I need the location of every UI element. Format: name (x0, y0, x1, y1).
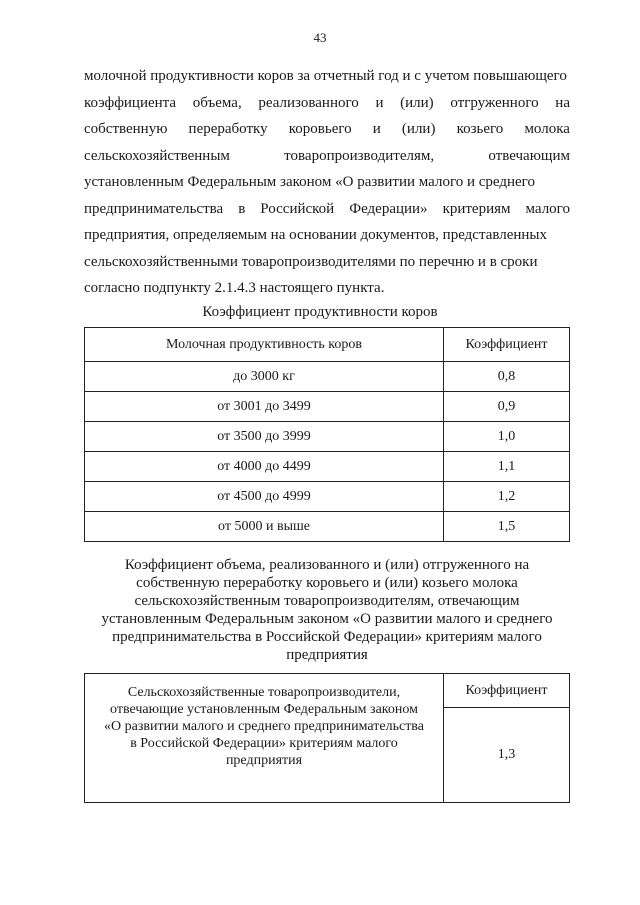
productivity-coefficient-table (84, 327, 570, 542)
paragraph-word: малого (525, 200, 570, 217)
paragraph-word: объема, (192, 94, 242, 111)
paragraph-word: Федерации» (349, 200, 428, 217)
paragraph-line (84, 116, 570, 143)
volume-coefficient-table (84, 673, 570, 803)
table2-title-line: предприятия (286, 647, 368, 663)
column-header-productivity: Молочная продуктивность коров (85, 328, 444, 362)
paragraph-word: предприятия, определяемым на основании документов, представленных (84, 227, 548, 243)
criteria-line: предприятия (225, 753, 303, 768)
coefficient-cell: 1,0 (444, 422, 570, 452)
paragraph-word: молока (524, 121, 570, 137)
paragraph-word: коэффициента (84, 94, 177, 111)
column-header-coefficient: Коэффициент (444, 328, 570, 362)
paragraph-line (84, 222, 570, 249)
table2-title-line: Коэффициент объема, реализованного и (или) отгруженного на (124, 557, 530, 573)
productivity-range-cell: от 5000 и выше (85, 512, 444, 542)
paragraph-word: и (375, 94, 384, 111)
paragraph-line (84, 196, 570, 223)
paragraph-word: отвечающим (488, 147, 570, 164)
paragraph-word: коровьего (288, 121, 352, 137)
coefficient-cell: 1,5 (444, 512, 570, 542)
paragraph-line (84, 143, 570, 170)
criteria-line: «О развитии малого и среднего предпринимательства (104, 719, 424, 734)
paragraph-word: установленным Федеральным законом «О развитии малого и среднего (84, 174, 535, 190)
paragraph-word: Российской (260, 200, 335, 217)
paragraph-word: на (555, 94, 570, 111)
table-row (85, 422, 570, 452)
paragraph-word: согласно подпункту 2.1.4.3 настоящего пункта. (84, 280, 385, 296)
criteria-line: отвечающие установленным Федеральным законом (110, 702, 418, 717)
table1-title: Коэффициент продуктивности коров (202, 304, 438, 320)
coefficient-cell: 0,8 (444, 362, 570, 392)
paragraph-word: сельскохозяйственным (84, 147, 230, 164)
table2-title-line: установленным Федеральным законом «О развитии малого и среднего (101, 611, 553, 627)
productivity-range-cell: от 4500 до 4999 (85, 482, 444, 512)
paragraph-word: собственную (84, 121, 168, 137)
paragraph-word: товаропроизводителям, (284, 147, 435, 164)
table-header-row (85, 328, 570, 362)
productivity-range-cell: от 3001 до 3499 (85, 392, 444, 422)
paragraph-word: (или) (401, 121, 436, 137)
column-header-coefficient: Коэффициент (444, 674, 570, 708)
table-row (85, 362, 570, 392)
productivity-range-cell: до 3000 кг (85, 362, 444, 392)
criteria-line: Сельскохозяйственные товаропроизводители, (127, 685, 401, 700)
paragraph-word: переработку (188, 121, 268, 137)
paragraph-word: предпринимательства (84, 200, 224, 217)
table-row (85, 452, 570, 482)
coefficient-value: 1,3 (444, 708, 570, 803)
producer-criteria-cell (85, 674, 444, 803)
coefficient-cell: 1,1 (444, 452, 570, 482)
paragraph-word: и (372, 121, 381, 137)
paragraph-word: критериям (442, 200, 511, 217)
criteria-line: в Российской Федерации» критериям малого (130, 736, 398, 751)
paragraph-line (84, 249, 570, 276)
productivity-range-cell: от 4000 до 4499 (85, 452, 444, 482)
paragraph-line (84, 275, 570, 302)
paragraph-line (84, 169, 570, 196)
table2-title (84, 556, 570, 664)
paragraph-line (84, 63, 570, 90)
paragraph-word: сельскохозяйственными товаропроизводителями по перечню и в сроки (84, 253, 538, 270)
paragraph-word: козьего (456, 121, 504, 137)
paragraph-word: отгруженного (450, 94, 539, 111)
paragraph-word: в (238, 200, 246, 217)
table-row (85, 392, 570, 422)
productivity-range-cell: от 3500 до 3999 (85, 422, 444, 452)
paragraph-word: реализованного (258, 94, 359, 111)
table-row (85, 482, 570, 512)
paragraph-word: молочной продуктивности коров за отчетный год и с учетом повышающего (84, 68, 567, 84)
coefficient-cell: 0,9 (444, 392, 570, 422)
table2-title-line: предпринимательства в Российской Федерации» критериям малого (112, 629, 542, 645)
coefficient-cell: 1,2 (444, 482, 570, 512)
table2-title-line: сельскохозяйственным товаропроизводителям, отвечающим (134, 593, 520, 609)
table2-title-line: собственную переработку коровьего и (или) козьего молока (136, 575, 518, 591)
paragraph-word: (или) (400, 94, 434, 111)
body-paragraph (84, 63, 570, 302)
paragraph-line (84, 90, 570, 117)
page-number: 43 (313, 30, 327, 45)
table-row (85, 512, 570, 542)
